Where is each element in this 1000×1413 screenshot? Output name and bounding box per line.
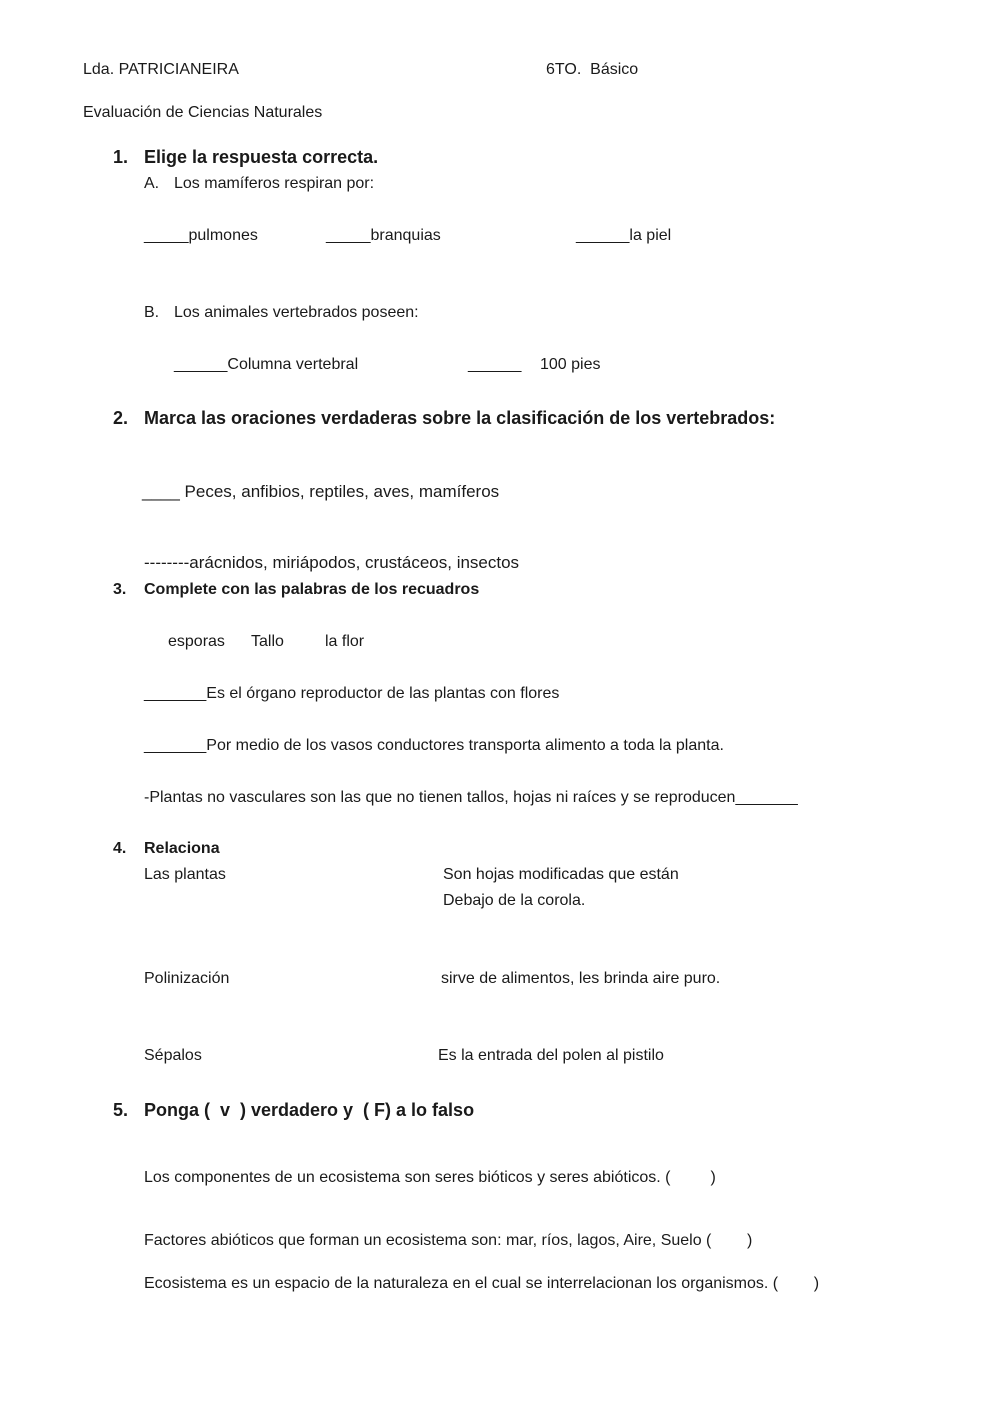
subject-title: Evaluación de Ciencias Naturales: [83, 104, 323, 121]
q1a-letter: A.: [144, 175, 160, 192]
q4-left-3[interactable]: Sépalos: [144, 1047, 202, 1064]
q4-left-2[interactable]: Polinización: [144, 970, 230, 987]
q4-right-1a[interactable]: Son hojas modificadas que están: [443, 866, 679, 883]
q1a-option-1[interactable]: _____pulmones: [144, 227, 258, 244]
q4-number: 4.: [113, 840, 127, 857]
q3-title: Complete con las palabras de los recuadros: [144, 581, 480, 598]
grade-label: 6TO. Básico: [546, 61, 639, 78]
q1-title: Elige la respuesta correcta.: [144, 147, 379, 167]
q1b-option-1[interactable]: ______Columna vertebral: [174, 356, 359, 373]
q1-number: 1.: [113, 147, 129, 167]
q4-right-3[interactable]: Es la entrada del polen al pistilo: [438, 1047, 664, 1064]
q1b-text: Los animales vertebrados poseen:: [174, 304, 419, 321]
q1b-letter: B.: [144, 304, 160, 321]
q3-item-3[interactable]: -Plantas no vasculares son las que no tienen tallos, hojas ni raíces y se reproducen_______: [144, 789, 798, 806]
q5-title: Ponga ( v ) verdadero y ( F) a lo falso: [144, 1100, 475, 1120]
q1a-option-3[interactable]: ______la piel: [576, 227, 672, 244]
q3-word-1: esporas: [168, 633, 225, 650]
q2-item-1[interactable]: ____ Peces, anfibios, reptiles, aves, mamíferos: [142, 482, 500, 501]
q5-item-1[interactable]: Los componentes de un ecosistema son seres bióticos y seres abióticos. ( ): [144, 1169, 716, 1186]
q3-item-2[interactable]: _______Por medio de los vasos conductores transporta alimento a toda la planta.: [144, 737, 724, 754]
q5-number: 5.: [113, 1100, 129, 1120]
q1a-text: Los mamíferos respiran por:: [174, 175, 375, 192]
q2-title: Marca las oraciones verdaderas sobre la clasificación de los vertebrados:: [144, 408, 776, 428]
q3-word-3: la flor: [325, 633, 365, 650]
q5-item-3[interactable]: Ecosistema es un espacio de la naturaleza en el cual se interrelacionan los organismos. ( ): [144, 1275, 820, 1292]
q2-number: 2.: [113, 408, 129, 428]
q1b-option-2-blank[interactable]: ______: [468, 356, 522, 373]
q3-item-1[interactable]: _______Es el órgano reproductor de las plantas con flores: [144, 685, 560, 702]
q1b-option-2-label: 100 pies: [540, 356, 601, 373]
q2-item-2[interactable]: --------arácnidos, miriápodos, crustáceos, insectos: [144, 553, 520, 572]
teacher-name: Lda. PATRICIANEIRA: [83, 61, 239, 78]
q5-item-2[interactable]: Factores abióticos que forman un ecosistema son: mar, ríos, lagos, Aire, Suelo ( ): [144, 1232, 753, 1249]
q4-title: Relaciona: [144, 840, 220, 857]
q4-right-1b[interactable]: Debajo de la corola.: [443, 892, 586, 909]
q3-number: 3.: [113, 581, 127, 598]
q4-right-2[interactable]: sirve de alimentos, les brinda aire puro.: [441, 970, 721, 987]
q3-word-2: Tallo: [251, 633, 284, 650]
q1a-option-2[interactable]: _____branquias: [326, 227, 441, 244]
q4-left-1[interactable]: Las plantas: [144, 866, 226, 883]
